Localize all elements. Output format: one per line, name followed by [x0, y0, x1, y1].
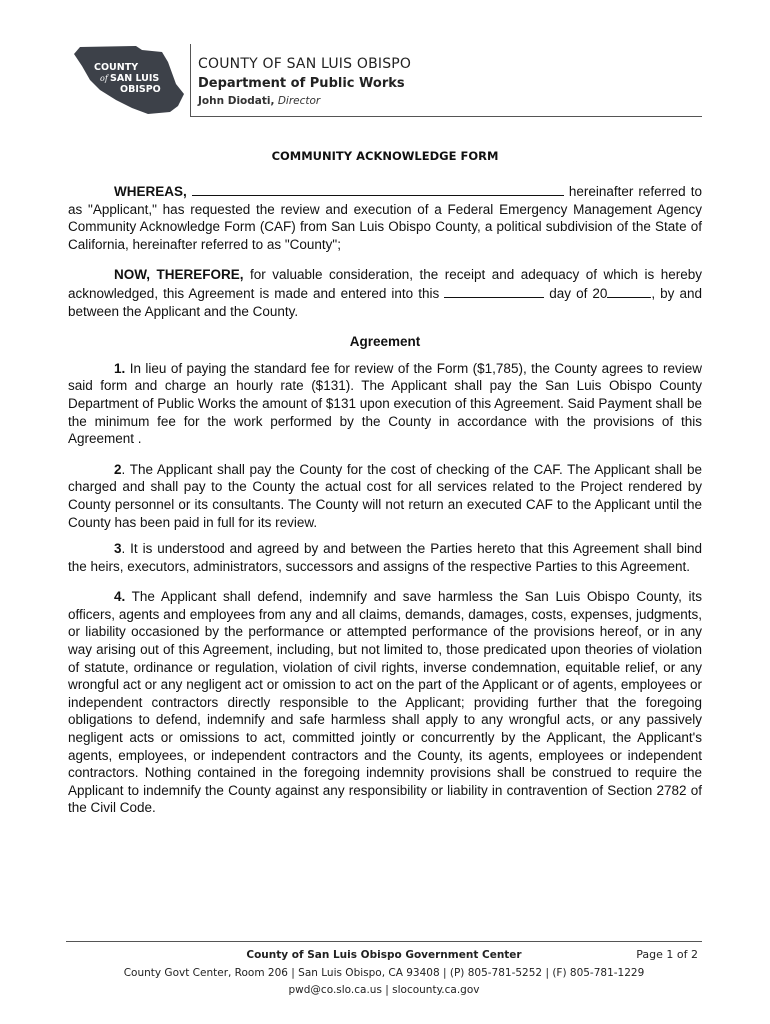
section-3	[68, 540, 702, 575]
header-divider	[190, 44, 191, 116]
header-text	[198, 56, 411, 107]
agreement-heading: Agreement	[349, 334, 421, 350]
logo-word-obispo: OBISPO	[120, 84, 161, 95]
section-2-text: . The Applicant shall pay the County for the cost of checking of the CAF. The Applicant shall be charged and shall pay to the County the actual cost for all services related to the Project rendered by County personnel or its consultants. The County will not return an executed CAF to the Applicant until the County has been paid in full for its review.	[68, 461, 702, 530]
logo-word-san-luis: SAN LUIS	[110, 73, 160, 84]
footer-web: pwd@co.slo.ca.us | slocounty.ca.gov	[288, 984, 480, 996]
county-name: COUNTY OF SAN LUIS OBISPO	[198, 56, 412, 72]
whereas-text: hereinafter referred to as "Applicant," has requested the review and execution of a Federal Emergency Management Agency Community Acknowledge Form (CAF) from San Luis Obispo County, a political subdivision of the State of California, hereinafter referred to as "County";	[68, 184, 702, 252]
whereas-paragraph	[68, 182, 702, 253]
letterhead	[0, 0, 770, 120]
logo-word-county: COUNTY	[94, 62, 139, 73]
form-title: COMMUNITY ACKNOWLEDGE FORM	[271, 149, 499, 163]
now-therefore-text-3: , by and between the Applicant and the County.	[68, 285, 702, 319]
director-title: Director	[277, 95, 321, 107]
footer-rule	[66, 941, 702, 942]
section-3-number: 3	[114, 541, 122, 557]
county-map-icon	[72, 44, 186, 116]
section-4-number: 4.	[114, 589, 126, 605]
department-name: Department of Public Works	[198, 76, 405, 91]
now-therefore-text-1: for valuable consideration, the receipt and adequacy of which is hereby acknowledged, this Agreement is made and entered into this	[68, 267, 702, 301]
section-4-text: The Applicant shall defend, indemnify and save harmless the San Luis Obispo County, its officers, agents and employees from any and all claims, demands, damages, costs, expenses, judgments, or liability occasioned by the performance or attempted performance of the provisions hereof, or in any way arising out of this Agreement, including, but not limited to, those predicated upon theories of violation of statute, ordinance or regulation, violation of civil rights, inverse condemnation, equitable relief, or any wrongful act or any negligent act or omission to act on the part of the Applicant or of agents, employees or independent contractors directly responsible to the Applicant; providing further that the foregoing obligations to defend, indemnify and safe harmless shall apply to any wrongful acts, or any passively negligent acts or omissions to act, committed jointly or concurrently by the Applicant, the Applicant's agents, employees, or independent contractors and the County, its agents, employees or independent contractors. Nothing contained in the foregoing indemnity provisions shall be construed to require the Applicant to indemnify the County against any responsibility or liability in contravention of Section 2782 of the Civil Code.	[68, 589, 702, 816]
section-1-number: 1.	[114, 360, 126, 376]
footer	[66, 946, 702, 996]
section-2	[68, 461, 702, 531]
day-blank[interactable]	[444, 284, 544, 298]
section-4	[68, 588, 702, 817]
applicant-name-blank[interactable]	[192, 182, 564, 196]
section-3-text: . It is understood and agreed by and between the Parties hereto that this Agreement shall bind the heirs, executors, administrators, successors and assigns of the respective Parties to this Agreement.	[68, 541, 702, 574]
section-1	[68, 360, 702, 448]
section-2-number: 2	[114, 461, 122, 477]
whereas-lead: WHEREAS,	[114, 184, 187, 199]
now-therefore-text-2: day of 20	[544, 285, 608, 301]
county-logo	[72, 44, 186, 116]
logo-word-of: of	[100, 74, 108, 83]
director-name: John Diodati,	[198, 95, 275, 107]
now-therefore-lead: NOW, THEREFORE,	[114, 267, 244, 283]
now-therefore-paragraph	[68, 266, 702, 320]
footer-center-name: County of San Luis Obispo Government Center	[246, 949, 522, 961]
year-blank[interactable]	[607, 284, 651, 298]
document-body	[68, 182, 702, 817]
footer-address: County Govt Center, Room 206 | San Luis Obispo, CA 93408 | (P) 805-781-5252 | (F) 805-781-1229	[123, 967, 645, 979]
director-line	[198, 95, 411, 107]
header-rule	[190, 116, 702, 117]
page-number: Page 1 of 2	[636, 948, 698, 961]
section-1-text: In lieu of paying the standard fee for review of the Form ($1,785), the County agrees to review said form and charge an hourly rate ($131). The Applicant shall pay the San Luis Obispo County Department of Public Works the amount of $131 upon execution of this Agreement. Said Payment shall be the minimum fee for the work performed by the County in accordance with the provisions of this Agreement .	[68, 360, 702, 447]
